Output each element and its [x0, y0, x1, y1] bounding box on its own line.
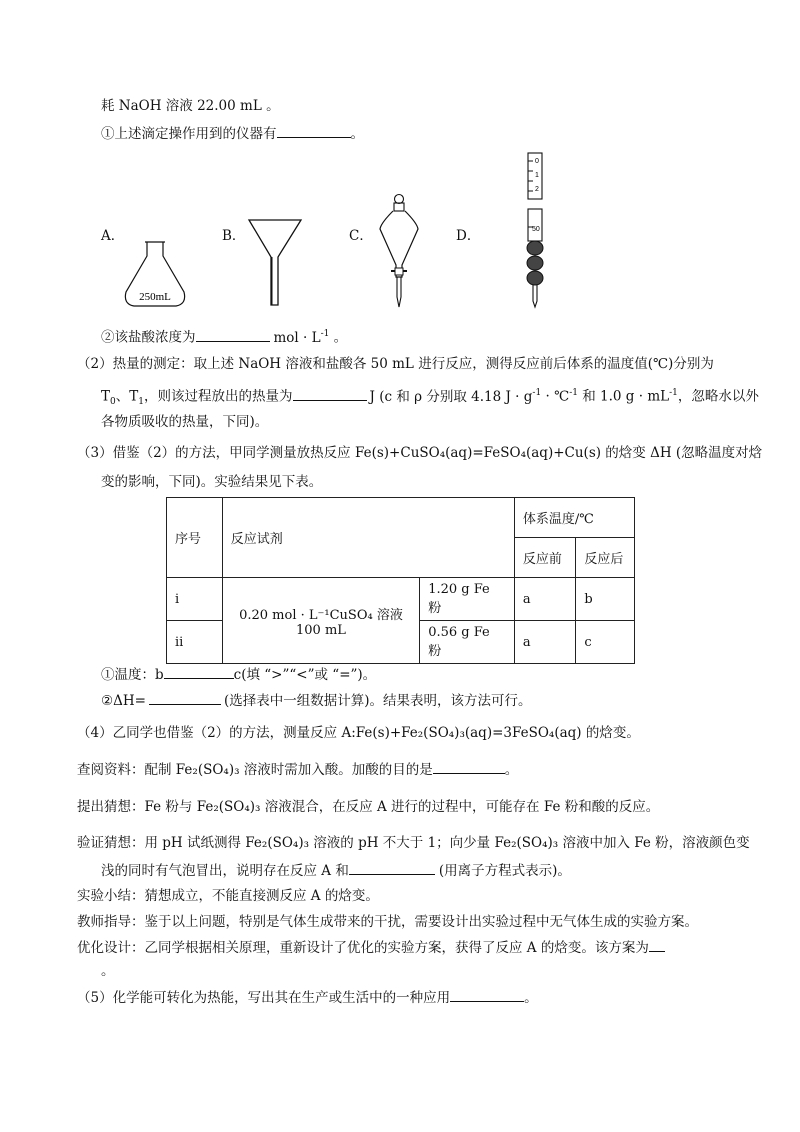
line-text: 耗 NaOH 溶液 22.00 mL 。 — [101, 98, 280, 114]
answer-blank[interactable] — [196, 329, 270, 342]
question-3-text — [77, 444, 762, 462]
line-text: （3）借鉴（2）的方法，甲同学测量放热反应 Fe(s)+CuSO₄(aq)=FeSO₄(aq)+Cu(s) 的焓变 ΔH (忽略温度对焓 — [77, 445, 763, 461]
line-text: ，则该过程放出的热量为 — [144, 388, 293, 405]
line-text: 教师指导：鉴于以上问题，特别是气体生成带来的干扰，需要设计出实验过程中无气体生成的实验方案。 — [77, 914, 698, 930]
header-temperature: 体系温度/℃ — [514, 498, 634, 538]
fe-mass-cell: 1.20 g Fe 粉 — [420, 578, 515, 621]
line-text: 实验小结：猜想成立，不能直接测反应 A 的焓变。 — [77, 888, 379, 904]
flask-volume-label: 250mL — [139, 291, 171, 303]
fe-mass-cell: 0.56 g Fe 粉 — [420, 621, 515, 664]
option-d-label: D． — [456, 228, 481, 244]
verification-line — [77, 834, 750, 852]
hypothesis-line — [77, 798, 659, 816]
header-reagent: 反应试剂 — [222, 498, 514, 578]
answer-blank[interactable] — [450, 989, 524, 1002]
question-text: ①温度：b — [101, 667, 164, 683]
separatory-funnel-icon — [377, 193, 421, 311]
header-before: 反应前 — [514, 538, 575, 578]
answer-blank[interactable] — [349, 862, 435, 875]
table-row — [167, 578, 635, 621]
line-text: ，忽略水以外 — [677, 388, 759, 405]
question-end: c(填 “>”“<”或 “=”)。 — [233, 667, 377, 683]
question-5-text — [77, 989, 538, 1007]
burette-tick-1: 1 — [535, 172, 539, 179]
t-subscript: 1 — [138, 397, 144, 408]
line-text: 各物质吸收的热量，下同)。 — [101, 414, 269, 430]
question-2-text — [77, 355, 714, 373]
header-after: 反应后 — [576, 538, 635, 578]
line-text: 和 1.0 g · mL — [577, 388, 670, 405]
optimized-design-line — [77, 939, 665, 957]
question-text: ②ΔH= — [101, 693, 146, 709]
t-subscript: 0 — [110, 397, 116, 408]
question-text: ②该盐酸浓度为 — [101, 329, 196, 346]
answer-blank[interactable] — [649, 939, 665, 952]
text-line-6 — [101, 413, 268, 431]
question-text: 优化设计：乙同学根据相关原理，重新设计了优化的实验方案，获得了反应 A 的焓变。该方案为 — [77, 940, 649, 956]
text-line-1 — [101, 97, 280, 115]
line-text: （4）乙同学也借鉴（2）的方法，测量反应 A:Fe(s)+Fe₂(SO₄)₃(aq)=3FeSO₄(aq) 的焓变。 — [77, 725, 640, 741]
unit-exponent: -1 — [320, 329, 330, 339]
temp-after-cell: b — [576, 578, 635, 621]
row-no: ii — [167, 621, 223, 664]
burette-icon — [519, 151, 551, 309]
line-text: 提出猜想：Fe 粉与 Fe₂(SO₄)₃ 溶液混合，在反应 A 进行的过程中，可能存在 Fe 粉和酸的反应。 — [77, 799, 660, 815]
verification-blank-line — [101, 862, 571, 880]
question-4-text — [77, 724, 640, 742]
question-end: 。 — [524, 990, 538, 1006]
burette-tick-0: 0 — [535, 158, 539, 165]
question-text: 查阅资料：配制 Fe₂(SO₄)₃ 溶液时需加入酸。加酸的目的是 — [77, 762, 433, 778]
burette-tick-2: 2 — [535, 186, 539, 193]
answer-blank[interactable] — [164, 666, 234, 679]
question-3-2 — [101, 692, 531, 710]
question-text: ①上述滴定操作用到的仪器有 — [101, 126, 277, 142]
option-c-label: C． — [349, 228, 373, 244]
line-text: · ℃ — [541, 388, 570, 405]
funnel-icon — [245, 217, 305, 309]
burette-tick-50: 50 — [532, 226, 540, 233]
question-1-1 — [101, 125, 364, 143]
reagent-cell: 0.20 mol · L⁻¹CuSO₄ 溶液 100 mL — [222, 578, 419, 664]
question-2-blank-line — [101, 384, 759, 411]
teacher-guidance-line — [77, 913, 698, 931]
temp-after-cell: c — [576, 621, 635, 664]
line-text: 变的影响，下同)。实验结果见下表。 — [101, 474, 323, 490]
answer-blank[interactable] — [293, 388, 367, 401]
unit-text: mol · L — [273, 329, 321, 346]
exponent: -1 — [532, 388, 542, 398]
experiment-table — [166, 497, 635, 664]
answer-blank[interactable] — [433, 761, 505, 774]
row-no: i — [167, 578, 223, 621]
text-line-19 — [101, 962, 115, 980]
t-symbol: 、T — [115, 388, 139, 405]
exponent: -1 — [569, 388, 578, 398]
line-text: （2）热量的测定：取上述 NaOH 溶液和盐酸各 50 mL 进行反应，测得反应前后体系的温度值(℃)分别为 — [77, 356, 714, 372]
text-line-8 — [101, 473, 322, 491]
answer-blank[interactable] — [149, 692, 221, 705]
question-4-reference — [77, 761, 518, 779]
question-end: 。 — [329, 329, 348, 346]
question-end: (选择表中一组数据计算)。结果表明，该方法可行。 — [223, 693, 532, 709]
temp-before-cell: a — [514, 578, 575, 621]
question-3-1 — [101, 666, 376, 684]
summary-line — [77, 887, 379, 905]
line-text: J (c 和 ρ 分别取 4.18 J · g — [369, 388, 533, 405]
header-no: 序号 — [167, 498, 223, 578]
question-text: 浅的同时有气泡冒出，说明存在反应 A 和 — [101, 863, 349, 879]
question-end: 。 — [350, 126, 364, 142]
option-a-label: A． — [101, 228, 125, 244]
question-1-2 — [101, 325, 347, 347]
line-text: 验证猜想：用 pH 试纸测得 Fe₂(SO₄)₃ 溶液的 pH 不大于 1；向少量 Fe₂(SO₄)₃ 溶液中加入 Fe 粉，溶液颜色变 — [77, 835, 750, 851]
question-text: （5）化学能可转化为热能，写出其在生产或生活中的一种应用 — [77, 990, 451, 1006]
question-end: 。 — [504, 762, 519, 778]
conical-flask-icon — [120, 238, 190, 310]
t-symbol: T — [101, 388, 111, 405]
exponent: -1 — [669, 388, 678, 398]
answer-blank[interactable] — [277, 125, 351, 138]
option-b-label: B． — [222, 228, 246, 244]
line-text: 。 — [101, 963, 115, 979]
temp-before-cell: a — [514, 621, 575, 664]
question-end: (用离子方程式表示)。 — [438, 863, 571, 879]
